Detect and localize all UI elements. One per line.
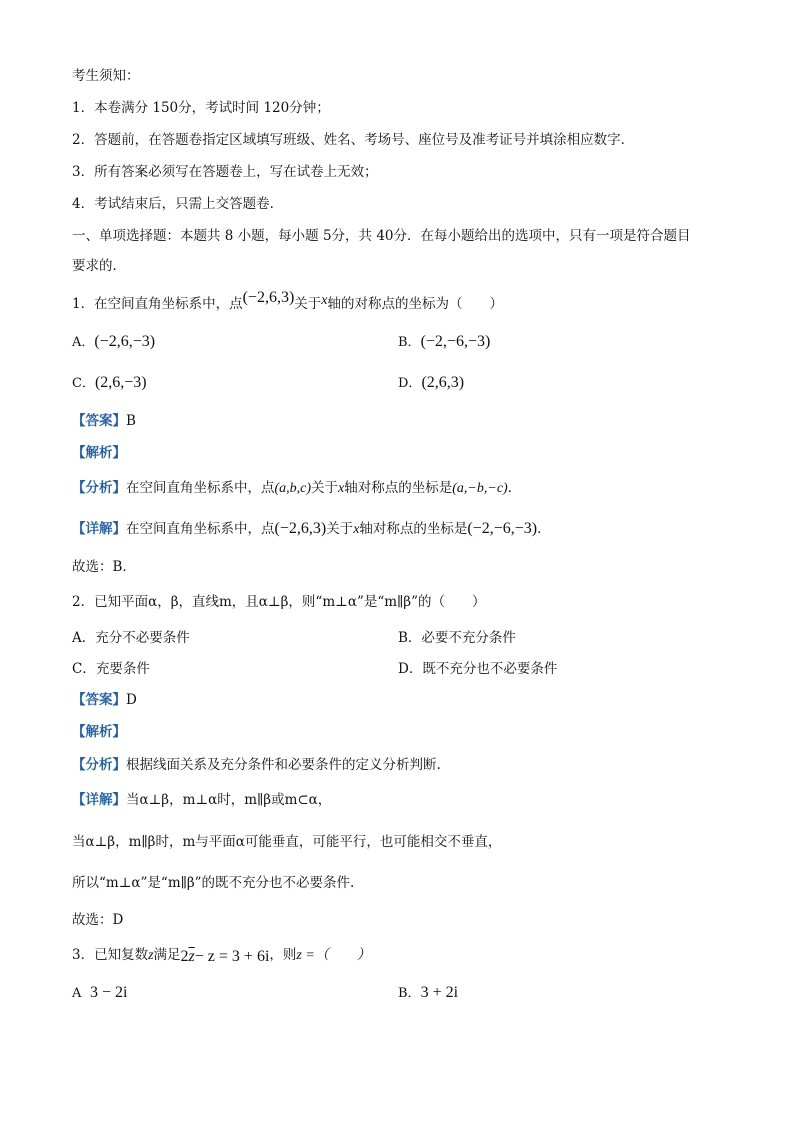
notice-item-3: 3．所有答案必须写在答题卷上，写在试卷上无效； — [72, 164, 378, 180]
q2-stem: 2．已知平面α，β，直线m，且α⊥β，则“m⊥α”是“m∥β”的（ ） — [72, 594, 486, 610]
q2-option-c: C．充要条件 — [72, 661, 150, 677]
q1-option-a: A．(−2,6,−3) — [72, 333, 156, 350]
q1-point: (−2,6,3) — [242, 289, 295, 306]
q2-option-a: A．充分不必要条件 — [72, 630, 190, 646]
q3-equation: $2\overline{z}- z = 3 + 6i$ — [180, 948, 270, 965]
q2-analysis-tag: 【解析】 — [72, 724, 126, 740]
q1-fenxi: 【分析】在空间直角坐标系中，点(a,b,c)关于x轴对称点的坐标是(a,−b,−c)． — [72, 480, 522, 496]
q2-xiangjie-line3: 所以“m⊥α”是“m∥β”的既不充分也不必要条件. — [72, 875, 355, 891]
q2-fenxi: 【分析】根据线面关系及充分条件和必要条件的定义分析判断. — [72, 757, 441, 773]
section-heading-line2: 要求的． — [72, 258, 126, 274]
q1-option-c: C．(2,6,−3) — [72, 374, 147, 391]
notice-heading: 考生须知： — [72, 68, 140, 84]
q1-stem: 1．在空间直角坐标系中，点(−2,6,3)关于x轴的对称点的坐标为（ ） — [72, 289, 503, 312]
notice-item-4: 4．考试结束后，只需上交答题卷． — [72, 196, 284, 212]
q1-axis: x — [321, 293, 328, 308]
q1-option-b: B．(−2,−6,−3) — [398, 333, 491, 350]
q2-option-d: D．既不充分也不必要条件 — [398, 661, 558, 677]
q1-answer: 【答案】B — [72, 413, 136, 429]
q2-choose: 故选：D — [72, 912, 124, 928]
q2-option-b: B．必要不充分条件 — [398, 630, 516, 646]
q1-analysis-tag: 【解析】 — [72, 445, 126, 461]
q2-xiangjie: 【详解】当α⊥β，m⊥α时，m∥β或m⊂α， — [72, 792, 332, 808]
q3-option-b: B．3 + 2i — [398, 984, 459, 1001]
q3-option-a: A 3 − 2i — [72, 984, 128, 1001]
q2-answer: 【答案】D — [72, 692, 137, 708]
notice-item-1: 1．本卷满分 150分，考试时间 120分钟； — [72, 100, 330, 116]
q3-stem: 3．已知复数z满足$2\overline{z}- z = 3 + 6i$，则z =（ ） — [72, 947, 371, 965]
section-heading-line1: 一、单项选择题：本题共 8 小题，每小题 5分，共 40分．在每小题给出的选项中，只有一项是符合题目 — [72, 228, 691, 244]
q1-xiangjie: 【详解】在空间直角坐标系中，点(−2,6,3)关于x轴对称点的坐标是(−2,−6,−3)． — [72, 520, 551, 537]
notice-item-2: 2．答题前，在答题卷指定区域填写班级、姓名、考场号、座位号及准考证号并填涂相应数字． — [72, 132, 635, 148]
q2-xiangjie-line2: 当α⊥β，m∥β时，m与平面α可能垂直，可能平行，也可能相交不垂直， — [72, 834, 502, 850]
q1-choose: 故选：B． — [72, 559, 136, 575]
q1-option-d: D．(2,6,3) — [398, 374, 465, 391]
